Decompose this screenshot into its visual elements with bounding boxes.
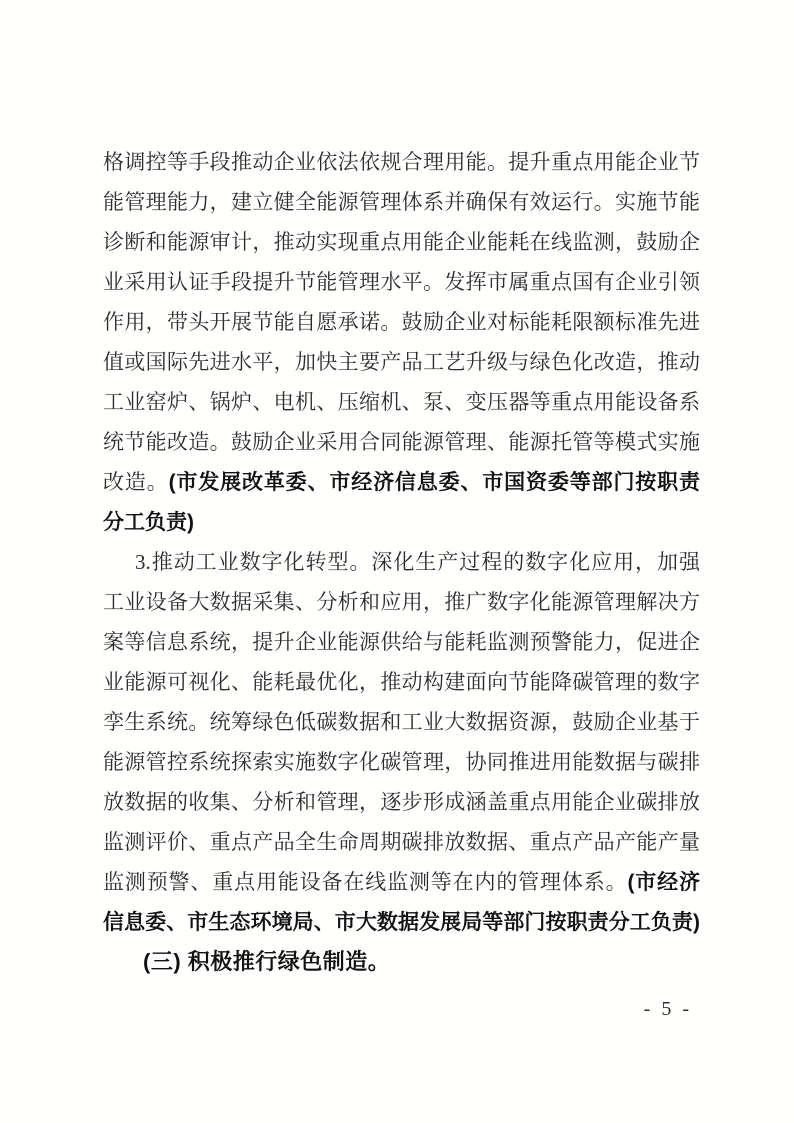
body-text: 格调控等手段推动企业依法依规合理用能。提升重点用能企业节 bbox=[103, 150, 700, 174]
text-line bbox=[103, 382, 700, 422]
body-text: 案等信息系统，提升企业能源供给与能耗监测预警能力，促进企 bbox=[103, 630, 700, 654]
body-text: 统节能改造。鼓励企业采用合同能源管理、能源托管等模式实施 bbox=[103, 430, 700, 454]
text-line bbox=[103, 222, 700, 262]
text-line bbox=[103, 702, 700, 742]
body-text: 业能源可视化、能耗最优化，推动构建面向节能降碳管理的数字 bbox=[103, 670, 700, 694]
section-heading bbox=[103, 942, 700, 982]
body-text: 工业窑炉、锅炉、电机、压缩机、泵、变压器等重点用能设备系 bbox=[103, 390, 700, 414]
department-annotation: (市经济 bbox=[627, 871, 701, 894]
page-number: - 5 - bbox=[643, 998, 692, 1020]
section-heading-text: (三) 积极推行绿色制造。 bbox=[143, 949, 391, 974]
text-line bbox=[103, 462, 700, 502]
text-line bbox=[103, 662, 700, 702]
document-body bbox=[103, 142, 700, 982]
text-line bbox=[103, 262, 700, 302]
body-text: 孪生系统。统筹绿色低碳数据和工业大数据资源，鼓励企业基于 bbox=[103, 710, 700, 734]
text-line bbox=[103, 502, 700, 542]
text-line-numbered-item bbox=[103, 542, 700, 582]
department-annotation: 信息委、市生态环境局、市大数据发展局等部门按职责分工负责) bbox=[103, 911, 700, 934]
text-line bbox=[103, 582, 700, 622]
text-line bbox=[103, 782, 700, 822]
text-line bbox=[103, 302, 700, 342]
body-text: 值或国际先进水平，加快主要产品工艺升级与绿色化改造，推动 bbox=[103, 350, 700, 374]
text-line bbox=[103, 342, 700, 382]
body-text: 能管理能力，建立健全能源管理体系并确保有效运行。实施节能 bbox=[103, 190, 700, 214]
text-line bbox=[103, 862, 700, 902]
text-line bbox=[103, 622, 700, 662]
text-line bbox=[103, 142, 700, 182]
text-line bbox=[103, 182, 700, 222]
text-line bbox=[103, 742, 700, 782]
body-text: 能源管控系统探索实施数字化碳管理，协同推进用能数据与碳排 bbox=[103, 750, 700, 774]
body-text: 工业设备大数据采集、分析和应用，推广数字化能源管理解决方 bbox=[103, 590, 700, 614]
body-text: 诊断和能源审计，推动实现重点用能企业能耗在线监测，鼓励企 bbox=[103, 230, 700, 254]
body-text: 监测评价、重点产品全生命周期碳排放数据、重点产品产能产量 bbox=[103, 830, 700, 854]
body-text: 3.推动工业数字化转型。深化生产过程的数字化应用，加强 bbox=[135, 550, 700, 574]
body-text: 业采用认证手段提升节能管理水平。发挥市属重点国有企业引领 bbox=[103, 270, 700, 294]
text-line bbox=[103, 902, 700, 942]
text-line bbox=[103, 422, 700, 462]
body-text: 作用，带头开展节能自愿承诺。鼓励企业对标能耗限额标准先进 bbox=[103, 310, 700, 334]
body-text: 放数据的收集、分析和管理，逐步形成涵盖重点用能企业碳排放 bbox=[103, 790, 700, 814]
body-text: 改造。 bbox=[103, 470, 169, 494]
department-annotation: (市发展改革委、市经济信息委、市国资委等部门按职责 bbox=[168, 471, 700, 494]
text-line bbox=[103, 822, 700, 862]
body-text: 监测预警、重点用能设备在线监测等在内的管理体系。 bbox=[103, 870, 628, 894]
department-annotation: 分工负责) bbox=[103, 511, 194, 534]
